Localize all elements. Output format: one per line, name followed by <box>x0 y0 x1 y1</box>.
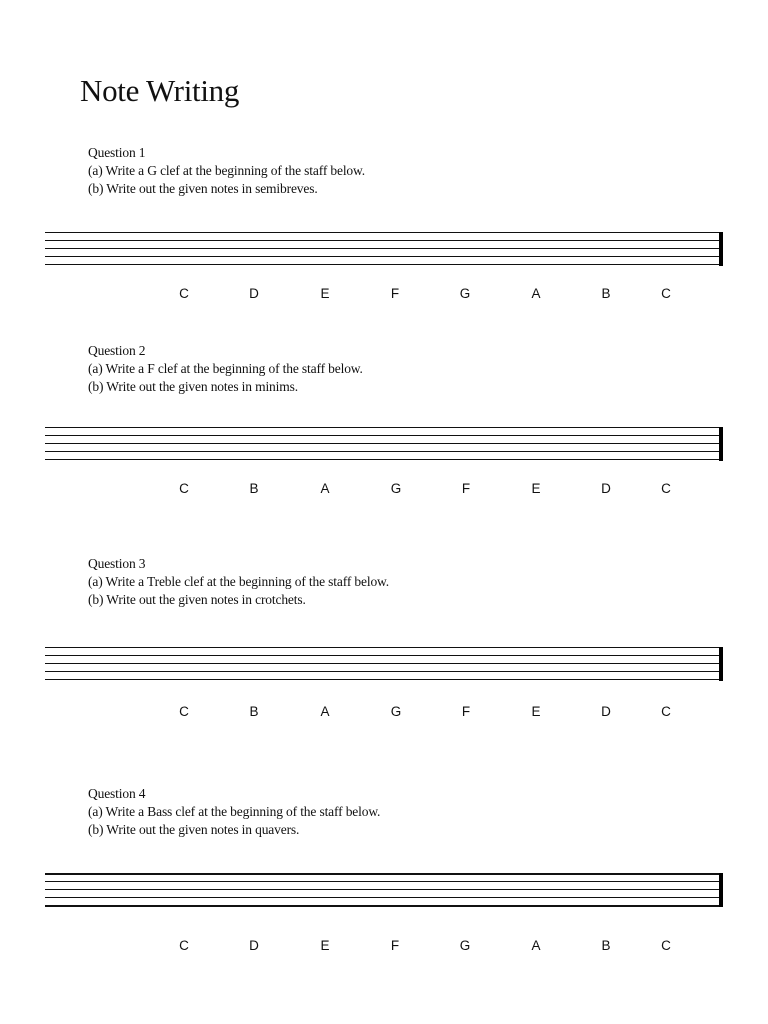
note-name: F <box>461 481 471 496</box>
staff-line <box>45 679 723 680</box>
staff-line <box>45 663 723 664</box>
note-name: C <box>661 704 671 719</box>
note-name: B <box>601 938 611 953</box>
staff-line <box>45 873 723 875</box>
note-name: C <box>661 938 671 953</box>
staff-line <box>45 647 723 648</box>
staff-line <box>45 248 723 249</box>
staff-line <box>45 427 723 428</box>
instruction-b: (b) Write out the given notes in semibreves. <box>88 181 318 196</box>
note-name: E <box>531 704 541 719</box>
note-names <box>0 936 768 956</box>
note-name: A <box>531 938 541 953</box>
question-heading: Question 4 <box>88 786 146 801</box>
staff-line <box>45 905 723 907</box>
note-name: B <box>249 704 259 719</box>
music-staff[interactable] <box>45 232 723 266</box>
note-name: C <box>179 704 189 719</box>
staff-line <box>45 451 723 452</box>
instruction-b: (b) Write out the given notes in crotchets. <box>88 592 306 607</box>
staff-line <box>45 881 723 882</box>
final-barline <box>719 647 723 681</box>
staff-line <box>45 435 723 436</box>
instruction-a: (a) Write a Bass clef at the beginning of the staff below. <box>88 804 381 819</box>
staff-line <box>45 232 723 233</box>
question-heading: Question 2 <box>88 343 146 358</box>
note-name: F <box>390 938 400 953</box>
note-name: G <box>390 481 402 496</box>
note-names <box>0 284 768 304</box>
instruction-a: (a) Write a F clef at the beginning of the staff below. <box>88 361 363 376</box>
note-name: G <box>459 286 471 301</box>
note-name: D <box>601 704 611 719</box>
note-name: C <box>179 286 189 301</box>
staff-line <box>45 240 723 241</box>
note-name: A <box>320 481 330 496</box>
note-name: G <box>390 704 402 719</box>
instruction-a: (a) Write a G clef at the beginning of the staff below. <box>88 163 365 178</box>
staff-line <box>45 256 723 257</box>
note-names <box>0 702 768 722</box>
question-instructions <box>88 342 363 396</box>
question-heading: Question 3 <box>88 556 146 571</box>
note-name: F <box>461 704 471 719</box>
music-staff[interactable] <box>45 873 723 907</box>
note-name: G <box>459 938 471 953</box>
note-name: B <box>601 286 611 301</box>
question-heading: Question 1 <box>88 145 146 160</box>
final-barline <box>719 873 723 907</box>
staff-line <box>45 655 723 656</box>
staff-line <box>45 264 723 265</box>
note-name: E <box>320 938 330 953</box>
note-name: C <box>661 286 671 301</box>
note-name: F <box>390 286 400 301</box>
staff-line <box>45 897 723 898</box>
question-instructions <box>88 785 380 839</box>
instruction-b: (b) Write out the given notes in minims. <box>88 379 298 394</box>
note-name: C <box>179 938 189 953</box>
staff-line <box>45 671 723 672</box>
question-instructions <box>88 555 389 609</box>
note-name: B <box>249 481 259 496</box>
note-name: A <box>320 704 330 719</box>
note-name: E <box>320 286 330 301</box>
final-barline <box>719 427 723 461</box>
note-name: D <box>249 286 259 301</box>
staff-line <box>45 443 723 444</box>
page-title: Note Writing <box>80 73 240 108</box>
note-names <box>0 479 768 499</box>
note-name: C <box>179 481 189 496</box>
staff-line <box>45 889 723 890</box>
final-barline <box>719 232 723 266</box>
note-name: E <box>531 481 541 496</box>
note-name: A <box>531 286 541 301</box>
instruction-a: (a) Write a Treble clef at the beginning of the staff below. <box>88 574 389 589</box>
note-name: D <box>601 481 611 496</box>
staff-line <box>45 459 723 460</box>
question-instructions <box>88 144 365 198</box>
music-staff[interactable] <box>45 427 723 461</box>
note-name: C <box>661 481 671 496</box>
music-staff[interactable] <box>45 647 723 681</box>
instruction-b: (b) Write out the given notes in quavers. <box>88 822 300 837</box>
note-name: D <box>249 938 259 953</box>
